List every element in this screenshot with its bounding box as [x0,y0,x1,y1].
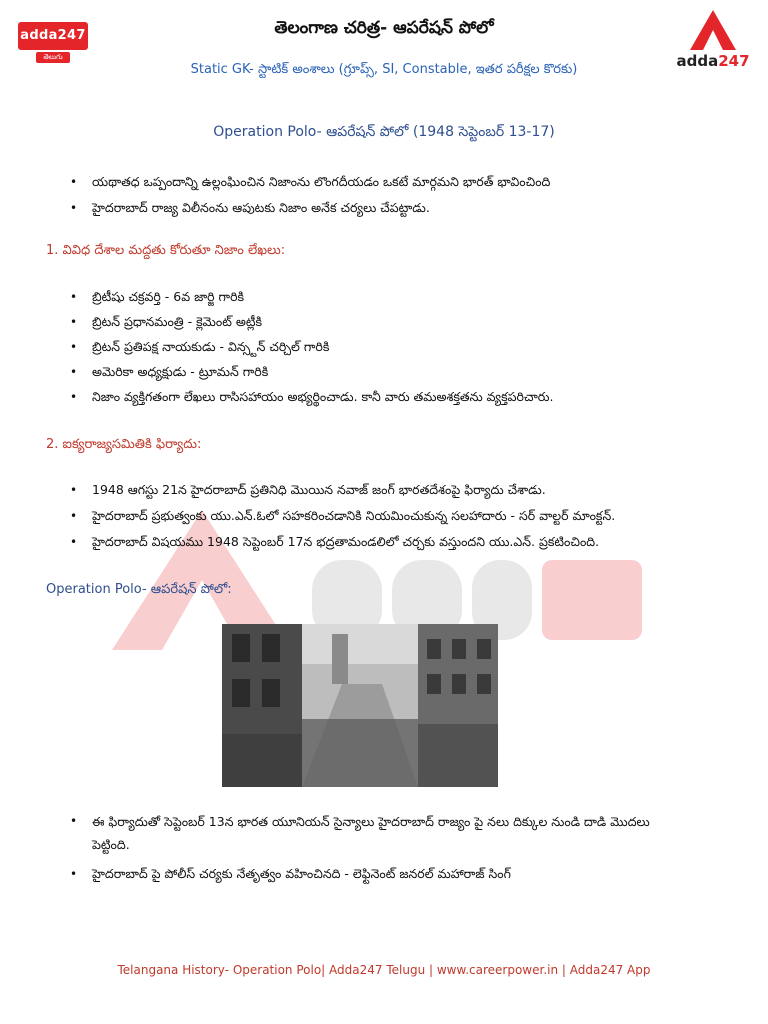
bullet-icon: • [70,814,78,828]
bullet-icon: • [70,365,78,379]
section-title: Operation Polo- ఆపరేషన్ పోలో (1948 సెప్టెంబర్ 13-17) [213,124,555,140]
page-title: తెలంగాణ చరిత్ర- ఆపరేషన్ పోలో [274,18,494,38]
final-list [70,810,670,882]
list-item-text: 1948 ఆగస్టు 21న హైదరాబాద్ ప్రతినిధి మొయిన నవాజ్ జంగ్ భారతదేశంపై ఫిర్యాదు చేశాడు. [92,482,546,497]
list-item-text: హైదరాబాద్ ప్రభుత్వంకు యు.ఎన్.ఓలో సహకరించడానికి నియమించుకున్న సలహాదారు - సర్ వాల్టర్ మాంక్టన్. [92,508,616,523]
heading-letters: 1. వివిధ దేశాల మద్దతు కోరుతూ నిజాం లేఖలు: [46,243,286,258]
logo-right-a: adda [676,52,719,70]
un-list [70,482,720,550]
bullet-icon: • [70,483,78,497]
bullet-icon: • [70,201,78,215]
bullet-icon: • [70,290,78,304]
list-item-text: హైదరాబాద్ విషయము 1948 సెప్టెంబర్ 17న భద్రతామండలిలో చర్చకు వస్తుందని యు.ఎన్. ప్రకటించింది. [92,534,600,549]
list-item-text: ఈ ఫిర్యాదుతో సెప్టెంబర్ 13న భారత యూనియన్ సైన్యాలు హైదరాబాద్ రాజ్యం పై నలు దిక్కుల నుండి దాడి మొదలు పెట్టింది. [92,814,650,852]
heading-operation-polo: Operation Polo- ఆపరేషన్ పోలో: [46,582,232,597]
list-item-text: హైదరాబాద్ రాజ్య విలీనంను ఆపుటకు నిజాం అనేక చర్యలు చేపట్టాడు. [92,200,430,215]
page-subtitle: Static GK- స్టాటిక్ అంశాలు (గ్రూప్స్, SI, Constable, ఇతర పరీక్షల కొరకు) [190,62,578,77]
bullet-icon: • [70,315,78,329]
bullet-icon: • [70,509,78,523]
bullet-icon: • [70,867,78,881]
list-item-text: బ్రిటీషు చక్రవర్తి - 6వ జార్జి గారికి [92,289,245,304]
list-item [70,508,720,524]
list-item [70,174,710,190]
list-item-text: యథాతధ ఒప్పందాన్ని ఉల్లంఘించిన నిజాంను లొంగదీయడం ఒకటే మార్గమని భారత్ భావించింది [92,174,551,189]
list-item [70,389,710,405]
heading-un-complaint: 2. ఐక్యరాజ్యసమితికి ఫిర్యాదు: [46,437,202,452]
logo-left-sub: తెలుగు [36,52,70,63]
list-item-text: నిజాం వ్యక్తిగతంగా లేఖలు రాసిసహాయం అభ్యర్థించాడు. కానీ వారు తమఅశక్తతను వ్యక్తపరిచారు. [92,389,554,404]
letters-list [70,289,710,405]
list-item [70,314,710,330]
list-item [70,866,670,882]
bullet-icon: • [70,390,78,404]
page-footer: Telangana History- Operation Polo| Adda247 Telugu | www.careerpower.in | Adda247 App [117,963,651,977]
list-item [70,810,670,856]
list-item [70,200,710,216]
list-item [70,482,720,498]
list-item-text: బ్రిటన్ ప్రధానమంత్రి - క్లెమెంట్ అట్లీకి [92,314,262,329]
bullet-icon: • [70,340,78,354]
list-item-text: హైదరాబాద్ పై పోలీస్ చర్యకు నేతృత్వం వహించినది - లెఫ్టినెంట్ జనరల్ మహారాజ్ సింగ్ [92,866,511,881]
operation-polo-photo [222,624,498,787]
logo-right-b: 247 [718,52,750,70]
logo-left-text: adda247 [18,22,88,50]
list-item [70,289,710,305]
list-item [70,534,720,550]
list-item [70,339,710,355]
list-item [70,364,710,380]
list-item-text: అమెరికా అధ్యక్షుడు - ట్రూమన్ గారికి [92,364,269,379]
bullet-icon: • [70,175,78,189]
bullet-icon: • [70,535,78,549]
list-item-text: బ్రిటన్ ప్రతిపక్ష నాయకుడు - విన్స్టన్ చర్చిల్ గారికి [92,339,330,354]
intro-list [70,174,710,216]
